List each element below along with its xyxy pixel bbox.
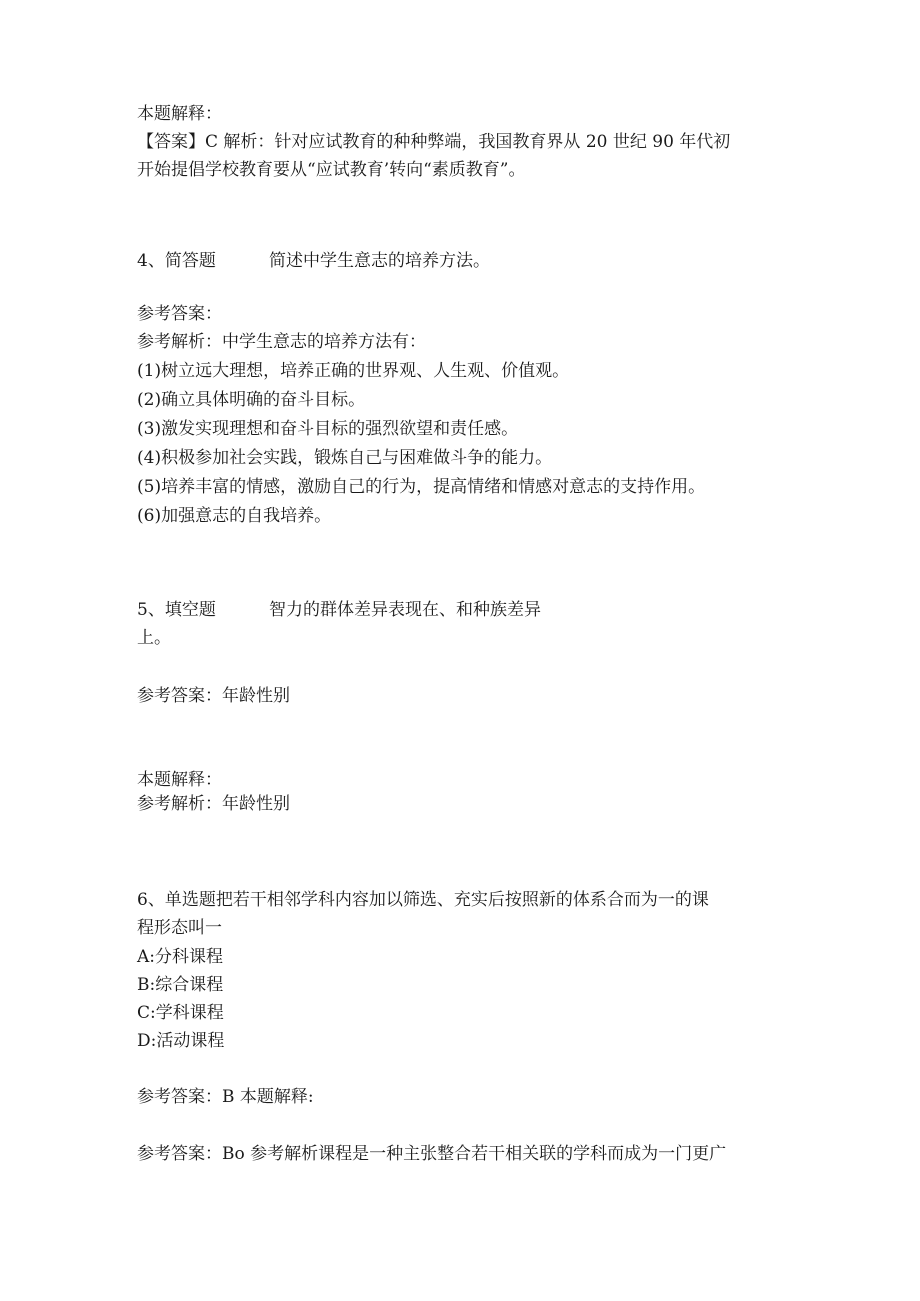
reference-answer-label: 参考答案： bbox=[137, 304, 222, 324]
reference-analysis: 参考解析：年龄性别 bbox=[137, 794, 290, 814]
reference-answer: 参考答案：B 本题解释: bbox=[137, 1087, 314, 1107]
analysis-point: (4)积极参加社会实践，锻炼自己与困难做斗争的能力。 bbox=[137, 448, 553, 468]
analysis-point: (1)树立远大理想，培养正确的世界观、人生观、价值观。 bbox=[137, 361, 570, 381]
option-item: C:学科课程 bbox=[137, 1003, 224, 1023]
question-number: 4、简答题 bbox=[137, 251, 216, 271]
question-number: 5、填空题 bbox=[137, 600, 216, 620]
option-item: B:综合课程 bbox=[137, 975, 224, 995]
answer-text: 【答案】C 解析：针对应试教育的种种弊端，我国教育界从 20 世纪 90 年代初 bbox=[137, 132, 731, 152]
reference-analysis: 参考解析：中学生意志的培养方法有： bbox=[137, 332, 426, 352]
explanation-heading: 本题解释： bbox=[137, 104, 222, 124]
explanation-heading: 本题解释： bbox=[137, 770, 222, 790]
answer-text-continued: 开始提倡学校教育要从“应试教育’转向“素质教育”。 bbox=[137, 160, 526, 180]
reference-answer: 参考答案：年龄性别 bbox=[137, 686, 290, 706]
question-6-text: 6、单选题把若干相邻学科内容加以筛选、充实后按照新的体系合而为一的课 bbox=[137, 890, 709, 910]
question-text: 简述中学生意志的培养方法。 bbox=[269, 251, 490, 271]
question-4-header bbox=[137, 250, 490, 272]
question-5-header bbox=[137, 599, 541, 621]
question-text-continued: 上。 bbox=[137, 628, 171, 648]
analysis-point: (5)培养丰富的情感，激励自己的行为，提高情绪和情感对意志的支持作用。 bbox=[137, 477, 706, 497]
question-text: 智力的群体差异表现在、和种族差异 bbox=[269, 600, 541, 620]
analysis-point: (3)激发实现理想和奋斗目标的强烈欲望和责任感。 bbox=[137, 419, 519, 439]
reference-analysis: 参考答案：Bo 参考解析课程是一种主张整合若干相关联的学科而成为一门更广 bbox=[137, 1144, 727, 1164]
option-item: A:分科课程 bbox=[137, 947, 224, 967]
analysis-point: (2)确立具体明确的奋斗目标。 bbox=[137, 390, 366, 410]
option-item: D:活动课程 bbox=[137, 1031, 225, 1051]
analysis-point: (6)加强意志的自我培养。 bbox=[137, 506, 332, 526]
question-text-continued: 程形态叫一 bbox=[137, 918, 222, 938]
